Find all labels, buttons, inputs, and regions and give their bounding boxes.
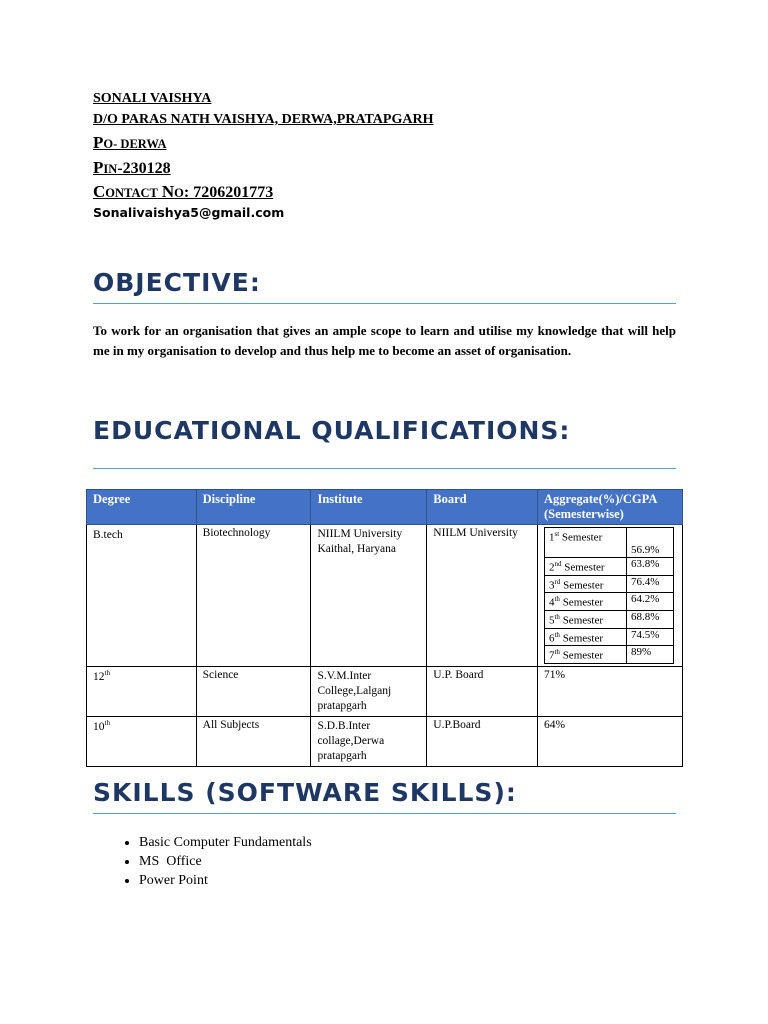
semester-label: 4th Semester [544,593,626,611]
objective-divider [93,303,676,304]
contact-number: CONTACT NO: 7206201773 [93,182,274,201]
semester-value: 64.2% [626,593,673,611]
skills-heading: SKILLS (SOFTWARE SKILLS): [93,778,517,807]
post-office: PO- DERWA [93,133,167,152]
aggregate-cell [537,525,682,667]
education-table [86,489,683,767]
list-item: • MS Office [139,852,312,871]
table-row [87,525,683,667]
institute-cell: S.D.B.Inter collage,Derwa pratapgarh [311,716,427,766]
list-item: • Basic Computer Fundamentals [139,833,312,852]
discipline-cell: Biotechnology [196,525,311,667]
table-row [87,716,683,766]
semester-row [544,610,673,628]
semester-label: 2nd Semester [544,558,626,576]
semester-value: 89% [626,646,673,664]
discipline-cell: All Subjects [196,716,311,766]
list-item: • Power Point [139,871,312,890]
semester-label: 1st Semester [544,528,626,558]
semester-row [544,646,673,664]
contact-block [93,89,433,222]
degree-cell: B.tech [87,525,197,667]
table-header-row [87,490,683,525]
degree-cell: 10th [87,716,197,766]
semester-row [544,593,673,611]
email-address: Sonalivaishya5@gmail.com [93,205,285,220]
candidate-name: SONALI VAISHYA [93,91,212,106]
skills-divider [93,813,676,814]
institute-cell: S.V.M.Inter College,Lalganj pratapgarh [311,666,427,716]
skills-list [93,833,312,890]
semester-label: 6th Semester [544,628,626,646]
semester-row [544,528,673,558]
semester-value: 63.8% [626,558,673,576]
semester-value: 56.9% [626,528,673,558]
degree-cell: 12th [87,666,197,716]
aggregate-cell: 64% [537,716,682,766]
semester-row [544,558,673,576]
board-cell: U.P.Board [427,716,538,766]
aggregate-cell: 71% [537,666,682,716]
semester-label: 7th Semester [544,646,626,664]
semester-row [544,628,673,646]
board-cell: NIILM University [427,525,538,667]
objective-heading: OBJECTIVE: [93,268,261,297]
parent-address: D/O PARAS NATH VAISHYA, DERWA,PRATAPGARH [93,112,434,127]
semester-value: 76.4% [626,575,673,593]
semester-value: 68.8% [626,610,673,628]
semester-label: 3rd Semester [544,575,626,593]
education-heading: EDUCATIONAL QUALIFICATIONS: [93,416,571,445]
discipline-cell: Science [196,666,311,716]
objective-text: To work for an organisation that gives an ample scope to learn and utilise my knowledge that will help me in my organisation to develop and thus help me to become an asset of organisation. [93,323,676,358]
semester-table [544,527,674,664]
column-header: Degree [87,490,197,525]
column-header: Aggregate(%)/CGPA (Semesterwise) [537,490,682,525]
semester-row [544,575,673,593]
pin-code: PIN-230128 [93,158,171,177]
semester-value: 74.5% [626,628,673,646]
column-header: Institute [311,490,427,525]
table-row [87,666,683,716]
education-divider [93,468,676,469]
column-header: Discipline [196,490,311,525]
institute-cell: NIILM University Kaithal, Haryana [311,525,427,667]
column-header: Board [427,490,538,525]
semester-label: 5th Semester [544,610,626,628]
board-cell: U.P. Board [427,666,538,716]
